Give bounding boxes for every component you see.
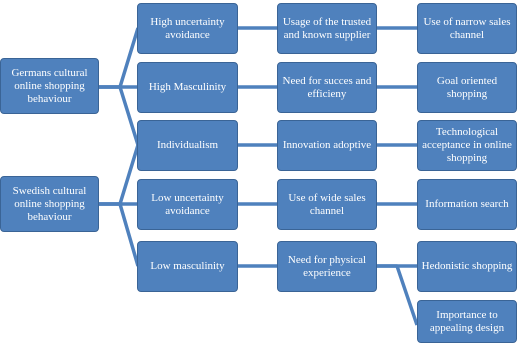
information-search-node: Information search xyxy=(417,179,517,230)
low-uncertainty-avoidance-node: Low uncertainty avoidance xyxy=(137,179,238,230)
germans-root-node: Germans cultural online shopping behaviour xyxy=(0,58,99,114)
high-uncertainty-avoidance-node: High uncertainty avoidance xyxy=(137,3,238,54)
connector-germans-to-individualism xyxy=(99,87,138,145)
high-masculinity-node: High Masculinity xyxy=(137,62,238,113)
trusted-supplier-node: Usage of the trusted and known supplier xyxy=(277,3,377,54)
wide-sales-channel-node: Use of wide sales channel xyxy=(277,179,377,230)
innovation-adoptive-node: Innovation adoptive xyxy=(277,120,377,171)
technological-acceptance-node: Technological acceptance in online shopping xyxy=(417,120,517,171)
appealing-design-node: Importance to appealing design xyxy=(417,300,517,343)
connector-physical-to-appealing-design xyxy=(377,266,417,325)
goal-oriented-shopping-node: Goal oriented shopping xyxy=(417,62,517,113)
narrow-sales-channel-node: Use of narrow sales channel xyxy=(417,3,517,54)
swedish-root-node: Swedish cultural online shopping behaviour xyxy=(0,176,99,232)
connector-swedish-to-individualism xyxy=(99,145,138,204)
physical-experience-node: Need for physical experience xyxy=(277,241,377,292)
hedonistic-shopping-node: Hedonistic shopping xyxy=(417,241,517,292)
individualism-node: Individualism xyxy=(137,120,238,171)
connector-germans-to-high-uncertainty xyxy=(99,28,138,87)
connector-swedish-to-low-masculinity xyxy=(99,204,138,266)
success-efficiency-node: Need for succes and efficieny xyxy=(277,62,377,113)
low-masculinity-node: Low masculinity xyxy=(137,241,238,292)
